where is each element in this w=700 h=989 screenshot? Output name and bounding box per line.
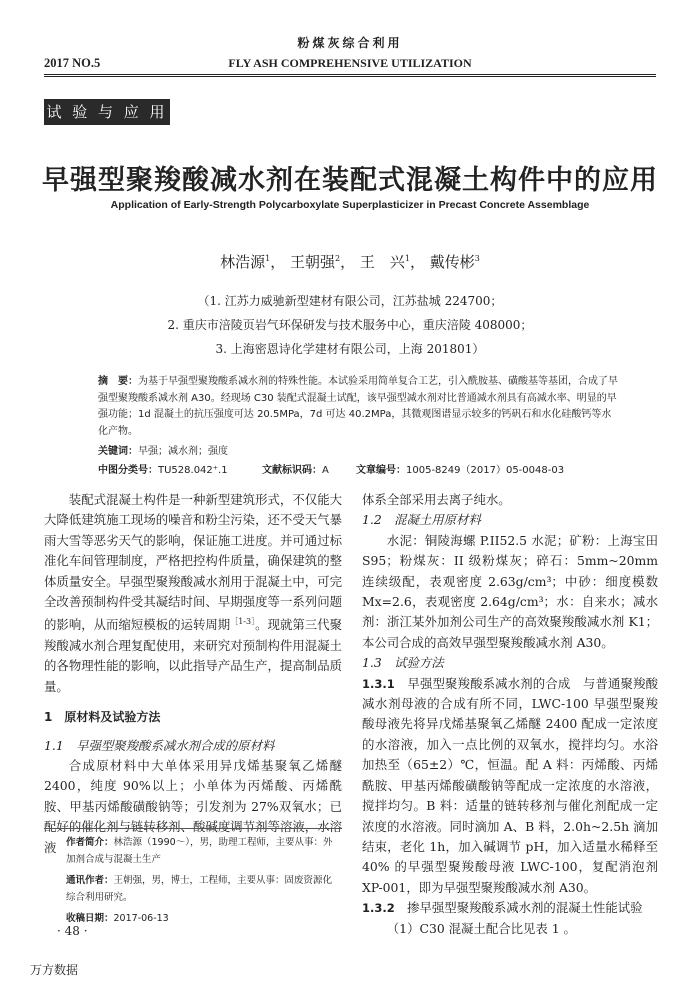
- heading-1-3-2: 1.3.2: [362, 901, 395, 916]
- footnote-rule: [44, 828, 342, 829]
- footnotes: [66, 834, 338, 931]
- clc-number: [98, 461, 228, 476]
- heading-1-2: 1.2 混凝土用原材料: [362, 512, 481, 528]
- right-column: [362, 490, 658, 939]
- author-intro-text: 林浩源（1990～），男，助理工程师，主要从事：外加剂合成与混凝土生产: [66, 837, 333, 865]
- corresponding-author: [66, 872, 338, 906]
- doc-code-label: 文献标识码：: [262, 465, 322, 476]
- intro-paragraph: [44, 490, 342, 697]
- year-issue: 2017 NO.5: [44, 56, 101, 70]
- citation: ［1-3］: [230, 617, 256, 627]
- abstract-text: 为基于早强型聚羧酸系减水剂的特殊性能。本试验采用简单复合工艺，引入酰胺基、磺酸基等基团，合成了早强型聚羧酸系减水剂 A30。经现场 C30 装配式混凝土试配，该早强型减水剂对比普通减水剂具有高减水率、明显的早强功能；1d 混凝土的抗压强度可达 20.5MPa，7d 可达 40.2MPa，其微观图谱显示较多的钙矾石和水化硅酸钙等水化产物。: [98, 376, 618, 437]
- header-rule: [44, 74, 656, 75]
- title-cn: 早强型聚羧酸减水剂在装配式混凝土构件中的应用: [42, 165, 658, 196]
- author-sup: 2: [335, 254, 341, 263]
- intro-text-a: 装配式混凝土构件是一种新型建筑形式，不仅能大大降低建筑施工现场的噪音和粉尘污染，还不受天气暴雨大雪等恶劣天气的影响，保证施工进度。并可通过标准化车间管理制度，严格把控构件质量，确保建筑的整体质量安全。早强型聚羧酸减水剂用于混凝土中，可完全改善预制构件受其凝结时间、早期强度等一系列问题的影响，从而缩短模板的运转周期: [44, 492, 342, 633]
- author-intro: [66, 834, 338, 868]
- running-header: [44, 56, 656, 72]
- author-sup: 1: [265, 254, 271, 263]
- date-label: 收稿日期：: [66, 913, 114, 924]
- paragraph-water: 体系全部采用去离子纯水。: [362, 492, 511, 507]
- doc-code: [262, 461, 329, 476]
- intro-text-b: 。现就第三代聚羧酸减水剂合理复配使用，来研究对预制构件用混凝土的各物理性能的影响，以此指导产品生产，提高制品质量。: [44, 617, 343, 694]
- heading-1-1: 1.1 早强型聚羧酸系减水剂合成的原材料: [44, 737, 275, 753]
- article-number: [356, 461, 564, 476]
- keywords: [98, 442, 228, 457]
- left-column: [44, 490, 342, 858]
- paragraph-1-2: 水泥：铜陵海螺 P.II52.5 水泥；矿粉：上海宝田 S95；粉煤灰：II 级粉煤灰；碎石：5mm~20mm 连续级配，表观密度 2.63g/cm³；中砂：细度模数 Mx=2.6，表观密度 2.64g/cm³；水：自来水；减水剂：浙江某外加剂公司生产的高效聚羧酸减水剂 K1；本公司合成的高效早强型聚羧酸减水剂 A30。: [362, 532, 658, 650]
- author-intro-label: 作者简介：: [66, 837, 114, 848]
- abstract: [98, 374, 618, 440]
- paragraph-1-1: 合成原材料中大单体采用异戊烯基聚氧乙烯醚 2400，纯度 90%以上；小单体为丙烯酸、丙烯酰胺、甲基丙烯酸磺酸钠等；引发剂为 27%双氧水；已配好的催化剂与链转移剂、酸碱度调节剂等溶液，水溶液: [44, 758, 342, 855]
- title-en: Application of Early-Strength Polycarboxylate Superplasticizer in Precast Concrete Assemblage: [110, 199, 590, 211]
- corr-text: 王朝强，男，博士，工程师，主要从事：固废资源化综合利用研究。: [66, 875, 333, 903]
- article-no-value: 1005-8249（2017）05-0048-03: [406, 465, 565, 476]
- affiliation-2: 2. 重庆市涪陵页岩气环保研发与技术服务中心，重庆涪陵 408000；: [167, 318, 533, 332]
- watermark: 万方数据: [30, 963, 79, 977]
- author-list: 林浩源$^1$， 王朝强$^2$， 王 兴$^1$， 戴传彬$^3$: [220, 253, 480, 271]
- clc-label: 中图分类号：: [98, 465, 158, 476]
- doc-code-value: A: [322, 465, 329, 476]
- author-name: 王 兴: [359, 253, 405, 271]
- heading-1-3: 1.3 试验方法: [362, 655, 444, 671]
- abstract-label: 摘 要：: [98, 376, 138, 387]
- article-no-label: 文章编号：: [356, 465, 406, 476]
- paragraph-1-3-1: [362, 674, 658, 898]
- date-value: 2017-06-13: [113, 913, 169, 924]
- header-rule-2: [44, 76, 656, 77]
- keywords-text: 早强；减水剂；强度: [138, 446, 228, 457]
- paragraph-1-3-2: [362, 898, 658, 918]
- journal-name-cn: 粉煤灰综合利用: [297, 36, 403, 50]
- affiliation-3: 3. 上海密恩诗化学建材有限公司，上海 201801）: [215, 342, 485, 356]
- heading-1: 1 原材料及试验方法: [44, 710, 161, 725]
- affiliation-1: （1. 江苏力威驰新型建材有限公司，江苏盐城 224700；: [197, 294, 503, 308]
- author-name: 戴传彬: [429, 253, 475, 271]
- page-number: · 48 ·: [57, 924, 88, 938]
- paragraph-1-3-3: （1）C30 混凝土配合比见表 1 。: [386, 920, 576, 936]
- corr-label: 通讯作者：: [66, 875, 114, 886]
- author-sup: 1: [404, 254, 410, 263]
- received-date: [66, 910, 338, 927]
- paragraph-1-3-1-text: 早强型聚羧酸系减水剂的合成 与普通聚羧酸减水剂母液的合成有所不同，LWC-100 早强型聚羧酸母液先将异戊烯基聚氧乙烯醚 2400 配成一定浓度的水溶液，加入一点比例的双氧水，搅拌均匀。水浴加热至（65±2）℃，恒温。配 A 料：丙烯酸、丙烯酰胺、甲基丙烯酸磺酸钠等配成一定浓度的水溶液，搅拌均匀。B 料：适量的链转移剂与催化剂配成一定浓度的水溶液。同时滴加 A、B 料，2.0h~2.5h 滴加结束，老化 1h，加入碱调节 pH，加入适量水稀释至 40% 的早强型聚羧酸母液 LWC-100，复配消泡剂 XP-001，即为早强型聚羧酸减水剂 A30。: [362, 675, 658, 895]
- author-name: 王朝强: [290, 253, 336, 271]
- author-sup: 3: [474, 254, 480, 263]
- author-name: 林浩源: [220, 253, 266, 271]
- section-tag: 试 验 与 应 用: [44, 99, 170, 125]
- keywords-label: 关键词：: [98, 446, 138, 457]
- paragraph-1-3-2-text: 掺早强型聚羧酸系减水剂的混凝土性能试验: [394, 900, 643, 916]
- journal-name-en: FLY ASH COMPREHENSIVE UTILIZATION: [228, 56, 472, 70]
- heading-1-3-1: 1.3.1: [362, 676, 395, 691]
- clc-value: TU528.042⁺.1: [158, 465, 228, 476]
